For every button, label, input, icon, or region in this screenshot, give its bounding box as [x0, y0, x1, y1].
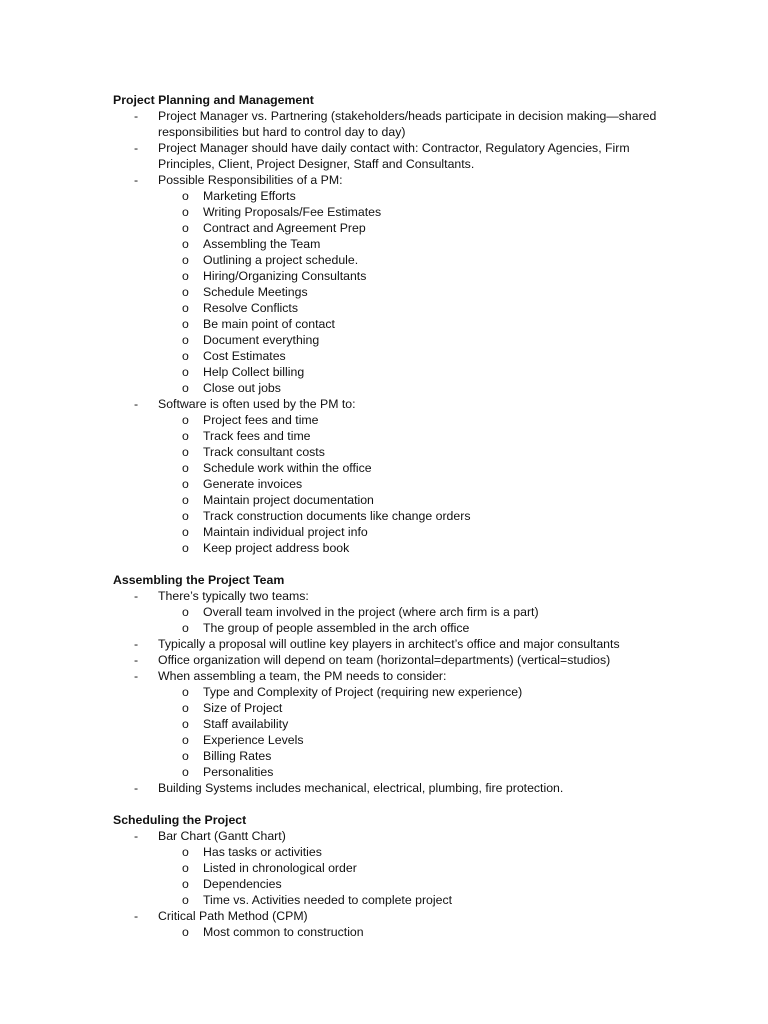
sub-list	[158, 684, 658, 780]
o-marker: o	[182, 461, 189, 475]
sub-bullet-item	[113, 460, 658, 476]
sub-bullet-text: Has tasks or activities	[203, 845, 322, 859]
sub-bullet-text: Marketing Efforts	[203, 189, 296, 203]
o-marker: o	[182, 509, 189, 523]
sub-bullet-item	[113, 732, 658, 748]
sub-bullet-item	[113, 364, 658, 380]
o-marker: o	[182, 733, 189, 747]
sub-bullet-item	[113, 924, 658, 940]
sub-bullet-text: Track consultant costs	[203, 445, 325, 459]
sub-bullet-text: Staff availability	[203, 717, 289, 731]
bullet-item	[113, 396, 658, 556]
dash-marker: -	[134, 781, 139, 795]
sub-bullet-item	[113, 700, 658, 716]
o-marker: o	[182, 765, 189, 779]
sub-bullet-item	[113, 284, 658, 300]
sub-bullet-text: Personalities	[203, 765, 274, 779]
sub-bullet-text: Time vs. Activities needed to complete project	[203, 893, 453, 907]
sub-bullet-text: Writing Proposals/Fee Estimates	[203, 205, 382, 219]
sub-list	[158, 188, 658, 396]
bullet-text: Software is often used by the PM to:	[158, 397, 356, 411]
o-marker: o	[182, 541, 189, 555]
bullet-item	[113, 652, 658, 668]
sub-bullet-text: Most common to construction	[203, 925, 364, 939]
sub-list	[158, 844, 658, 908]
sub-bullet-item	[113, 524, 658, 540]
section	[113, 572, 658, 796]
dash-marker: -	[134, 173, 139, 187]
section	[113, 812, 658, 940]
o-marker: o	[182, 205, 189, 219]
sub-bullet-text: Experience Levels	[203, 733, 304, 747]
dash-marker: -	[134, 141, 139, 155]
sub-bullet-text: Schedule Meetings	[203, 285, 308, 299]
sub-bullet-item	[113, 268, 658, 284]
bullet-item	[113, 908, 658, 940]
bullet-text: Critical Path Method (CPM)	[158, 909, 308, 923]
sub-bullet-text: Dependencies	[203, 877, 282, 891]
bullet-item	[113, 780, 658, 796]
bullet-text: There’s typically two teams:	[158, 589, 309, 603]
sub-bullet-item	[113, 684, 658, 700]
o-marker: o	[182, 445, 189, 459]
o-marker: o	[182, 349, 189, 363]
o-marker: o	[182, 493, 189, 507]
sub-bullet-text: Contract and Agreement Prep	[203, 221, 366, 235]
sub-bullet-text: Document everything	[203, 333, 320, 347]
sub-bullet-item	[113, 332, 658, 348]
o-marker: o	[182, 717, 189, 731]
sub-bullet-item	[113, 316, 658, 332]
sub-bullet-text: Resolve Conflicts	[203, 301, 298, 315]
dash-marker: -	[134, 829, 139, 843]
o-marker: o	[182, 477, 189, 491]
sub-bullet-item	[113, 620, 658, 636]
sub-bullet-item	[113, 476, 658, 492]
o-marker: o	[182, 237, 189, 251]
bullet-item	[113, 668, 658, 780]
o-marker: o	[182, 621, 189, 635]
o-marker: o	[182, 701, 189, 715]
sub-bullet-text: Size of Project	[203, 701, 283, 715]
bullet-text: Project Manager should have daily contact with: Contractor, Regulatory Agencies, Firm Principles, Client, Project Designer, Staff and Consultants.	[158, 141, 630, 171]
section-heading: Assembling the Project Team	[113, 573, 285, 587]
o-marker: o	[182, 525, 189, 539]
bullet-text: Typically a proposal will outline key players in architect’s office and major consultants	[158, 637, 620, 651]
o-marker: o	[182, 333, 189, 347]
o-marker: o	[182, 221, 189, 235]
sub-bullet-text: Outlining a project schedule.	[203, 253, 359, 267]
o-marker: o	[182, 317, 189, 331]
sub-bullet-text: Be main point of contact	[203, 317, 335, 331]
dash-marker: -	[134, 909, 139, 923]
o-marker: o	[182, 845, 189, 859]
o-marker: o	[182, 925, 189, 939]
sub-bullet-item	[113, 492, 658, 508]
sub-bullet-text: Help Collect billing	[203, 365, 305, 379]
sub-list	[158, 924, 658, 940]
sub-bullet-text: Maintain project documentation	[203, 493, 374, 507]
sub-bullet-item	[113, 860, 658, 876]
o-marker: o	[182, 685, 189, 699]
o-marker: o	[182, 893, 189, 907]
bullet-item	[113, 172, 658, 396]
sub-bullet-text: Billing Rates	[203, 749, 272, 763]
sub-bullet-text: Listed in chronological order	[203, 861, 357, 875]
bullet-text: When assembling a team, the PM needs to consider:	[158, 669, 447, 683]
sub-bullet-item	[113, 764, 658, 780]
o-marker: o	[182, 285, 189, 299]
o-marker: o	[182, 381, 189, 395]
sub-bullet-item	[113, 236, 658, 252]
o-marker: o	[182, 605, 189, 619]
bullet-text: Building Systems includes mechanical, electrical, plumbing, fire protection.	[158, 781, 564, 795]
section	[113, 92, 658, 556]
bullet-text: Possible Responsibilities of a PM:	[158, 173, 343, 187]
sub-bullet-item	[113, 220, 658, 236]
sub-bullet-text: Project fees and time	[203, 413, 319, 427]
sub-bullet-item	[113, 380, 658, 396]
sub-bullet-text: Maintain individual project info	[203, 525, 368, 539]
dash-marker: -	[134, 669, 139, 683]
sub-bullet-text: Track construction documents like change orders	[203, 509, 471, 523]
sub-bullet-text: Overall team involved in the project (where arch firm is a part)	[203, 605, 539, 619]
bullet-text: Bar Chart (Gantt Chart)	[158, 829, 286, 843]
sub-bullet-text: Track fees and time	[203, 429, 311, 443]
sub-bullet-text: Assembling the Team	[203, 237, 321, 251]
sub-bullet-item	[113, 188, 658, 204]
sub-bullet-text: Type and Complexity of Project (requiring new experience)	[203, 685, 523, 699]
bullet-item	[113, 828, 658, 908]
o-marker: o	[182, 413, 189, 427]
sub-bullet-item	[113, 412, 658, 428]
sub-bullet-item	[113, 540, 658, 556]
dash-marker: -	[134, 589, 139, 603]
sub-bullet-item	[113, 348, 658, 364]
o-marker: o	[182, 269, 189, 283]
dash-marker: -	[134, 637, 139, 651]
bullet-text: Project Manager vs. Partnering (stakeholders/heads participate in decision making—shared responsibilities but hard to control day to day)	[158, 109, 657, 139]
sub-list	[158, 412, 658, 556]
section-heading: Scheduling the Project	[113, 813, 247, 827]
sub-bullet-item	[113, 844, 658, 860]
bullet-text: Office organization will depend on team (horizontal=departments) (vertical=studios)	[158, 653, 611, 667]
sub-bullet-item	[113, 892, 658, 908]
sub-bullet-text: Hiring/Organizing Consultants	[203, 269, 367, 283]
bullet-item	[113, 588, 658, 636]
dash-marker: -	[134, 653, 139, 667]
sub-list	[158, 604, 658, 636]
bullet-item	[113, 140, 658, 172]
bullet-item	[113, 636, 658, 652]
sub-bullet-item	[113, 428, 658, 444]
section-heading: Project Planning and Management	[113, 93, 314, 107]
o-marker: o	[182, 365, 189, 379]
o-marker: o	[182, 189, 189, 203]
sub-bullet-text: Schedule work within the office	[203, 461, 372, 475]
dash-marker: -	[134, 109, 139, 123]
bullet-item	[113, 108, 658, 140]
sub-bullet-item	[113, 444, 658, 460]
sub-bullet-item	[113, 252, 658, 268]
sub-bullet-text: Generate invoices	[203, 477, 303, 491]
sub-bullet-item	[113, 716, 658, 732]
o-marker: o	[182, 429, 189, 443]
sub-bullet-text: Cost Estimates	[203, 349, 286, 363]
sub-bullet-item	[113, 204, 658, 220]
sub-bullet-item	[113, 300, 658, 316]
o-marker: o	[182, 861, 189, 875]
o-marker: o	[182, 301, 189, 315]
sub-bullet-text: The group of people assembled in the arch office	[203, 621, 470, 635]
o-marker: o	[182, 253, 189, 267]
o-marker: o	[182, 749, 189, 763]
sub-bullet-item	[113, 748, 658, 764]
sub-bullet-item	[113, 508, 658, 524]
dash-marker: -	[134, 397, 139, 411]
o-marker: o	[182, 877, 189, 891]
sub-bullet-item	[113, 604, 658, 620]
sub-bullet-text: Close out jobs	[203, 381, 281, 395]
sub-bullet-item	[113, 876, 658, 892]
sub-bullet-text: Keep project address book	[203, 541, 350, 555]
